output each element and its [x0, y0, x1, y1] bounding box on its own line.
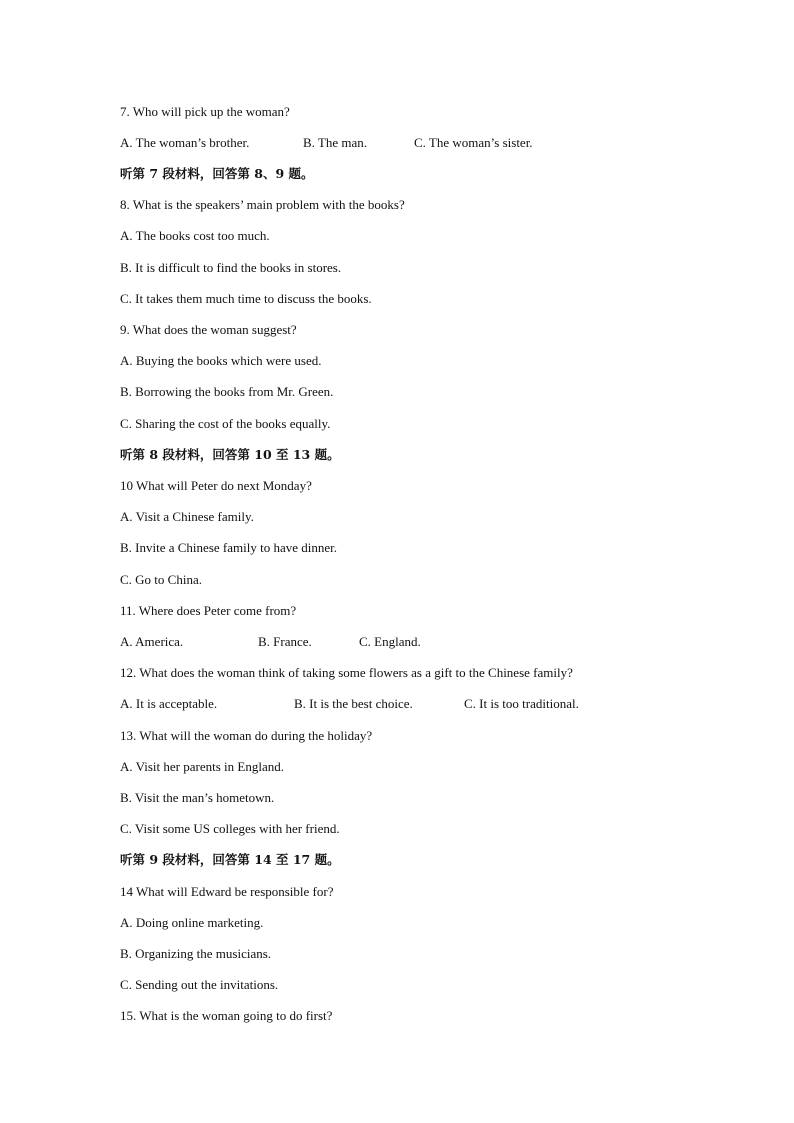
question-8: 8. What is the speakers’ main problem with the books? [120, 197, 405, 212]
question-7-option-b: B. The man. [303, 135, 368, 150]
question-12-option-c: C. It is too traditional. [464, 696, 579, 711]
question-12-option-a: A. It is acceptable. [120, 696, 218, 711]
question-10-option-a: A. Visit a Chinese family. [120, 509, 254, 524]
question-13-option-b: B. Visit the man’s hometown. [120, 790, 275, 805]
question-14-option-c: C. Sending out the invitations. [120, 977, 279, 992]
question-13: 13. What will the woman do during the holiday? [120, 728, 373, 743]
question-14-option-b: B. Organizing the musicians. [120, 946, 272, 961]
question-9-option-a: A. Buying the books which were used. [120, 353, 322, 368]
question-13-option-a: A. Visit her parents in England. [120, 759, 284, 774]
section-heading-9: 听第 9 段材料，回答第 14 至 17 题。 [120, 852, 340, 867]
question-11-option-c: C. England. [359, 634, 421, 649]
question-7: 7. Who will pick up the woman? [120, 104, 290, 119]
question-9-option-c: C. Sharing the cost of the books equally. [120, 416, 331, 431]
question-8-option-c: C. It takes them much time to discuss the books. [120, 291, 372, 306]
section-heading-8: 听第 8 段材料，回答第 10 至 13 题。 [120, 447, 340, 462]
question-7-option-c: C. The woman’s sister. [414, 135, 533, 150]
question-11-option-b: B. France. [258, 634, 312, 649]
question-8-option-a: A. The books cost too much. [120, 228, 270, 243]
question-10-option-c: C. Go to China. [120, 572, 202, 587]
question-11: 11. Where does Peter come from? [120, 603, 297, 618]
question-8-option-b: B. It is difficult to find the books in stores. [120, 260, 342, 275]
question-12-option-b: B. It is the best choice. [294, 696, 413, 711]
question-9-option-b: B. Borrowing the books from Mr. Green. [120, 384, 334, 399]
question-10-option-b: B. Invite a Chinese family to have dinner. [120, 540, 337, 555]
question-13-option-c: C. Visit some US colleges with her friend. [120, 821, 340, 836]
question-14-option-a: A. Doing online marketing. [120, 915, 264, 930]
question-7-option-a: A. The woman’s brother. [120, 135, 250, 150]
question-15: 15. What is the woman going to do first? [120, 1008, 333, 1023]
section-heading-7: 听第 7 段材料，回答第 8、9 题。 [120, 166, 314, 181]
question-12: 12. What does the woman think of taking some flowers as a gift to the Chinese family? [120, 665, 573, 680]
question-11-option-a: A. America. [120, 634, 184, 649]
question-10: 10 What will Peter do next Monday? [120, 478, 312, 493]
question-14: 14 What will Edward be responsible for? [120, 884, 334, 899]
question-9: 9. What does the woman suggest? [120, 322, 297, 337]
